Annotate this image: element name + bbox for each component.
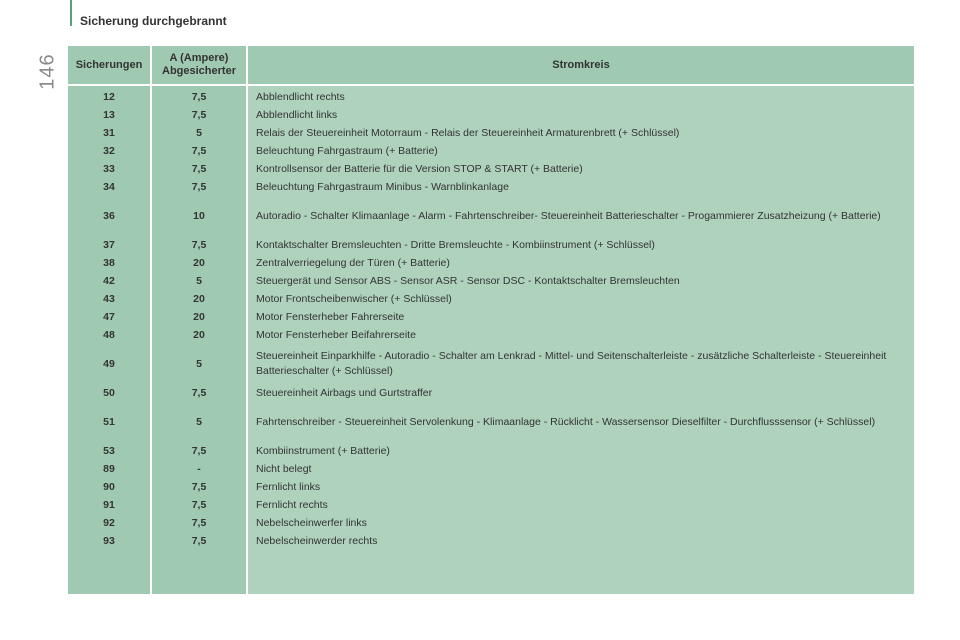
fuse-ampere: -: [197, 463, 201, 475]
table-row: [68, 106, 914, 124]
fuse-circuit: Relais der Steuereinheit Motorraum - Relais der Steuereinheit Armaturenbrett (+ Schlüssel): [256, 126, 680, 139]
fuse-circuit: Fernlicht rechts: [256, 498, 328, 511]
table-row: [68, 496, 914, 514]
fuse-circuit: Abblendlicht links: [256, 108, 338, 121]
fuse-number: 36: [103, 210, 115, 222]
fuse-ampere: 7,5: [191, 239, 207, 251]
fuse-number: 50: [103, 387, 115, 399]
fuse-number: 51: [103, 416, 115, 428]
header-circuit: Stromkreis: [552, 58, 610, 71]
fuse-ampere: 7,5: [191, 535, 207, 547]
table-row: [68, 196, 914, 236]
fuse-ampere: 7,5: [191, 181, 207, 193]
fuse-ampere: 5: [196, 416, 202, 428]
fuse-ampere: 20: [193, 257, 205, 269]
table-header: [68, 46, 914, 86]
fuse-number: 33: [103, 163, 115, 175]
header-ampere-line1: A (Ampere): [169, 52, 229, 64]
fuse-ampere: 5: [196, 358, 202, 370]
fuse-number: 89: [103, 463, 115, 475]
page-number: 146: [36, 53, 59, 90]
fuse-number: 49: [103, 358, 115, 370]
fuse-ampere: 20: [193, 329, 205, 341]
fuse-circuit: Zentralverriegelung der Türen (+ Batterie): [256, 256, 450, 269]
table-row: [68, 326, 914, 344]
fuse-number: 32: [103, 145, 115, 157]
fuse-circuit: Motor Fensterheber Fahrerseite: [256, 310, 405, 323]
table-row: [68, 532, 914, 550]
table-body: [68, 86, 914, 550]
fuse-ampere: 5: [196, 127, 202, 139]
fuse-number: 48: [103, 329, 115, 341]
fuse-circuit: Steuereinheit Airbags und Gurtstraffer: [256, 386, 433, 399]
fuse-ampere: 7,5: [191, 387, 207, 399]
fuse-number: 34: [103, 181, 115, 193]
table-row: [68, 178, 914, 196]
fuse-circuit: Nebelscheinwerfer links: [256, 516, 367, 529]
table-row: [68, 478, 914, 496]
table-row: [68, 344, 914, 384]
fuse-circuit: Abblendlicht rechts: [256, 90, 345, 103]
table-row: [68, 384, 914, 402]
fuse-circuit: Kombiinstrument (+ Batterie): [256, 444, 390, 457]
table-row: [68, 308, 914, 326]
table-row: [68, 160, 914, 178]
table-row: [68, 236, 914, 254]
fuse-circuit: Beleuchtung Fahrgastraum Minibus - Warnblinkanlage: [256, 180, 509, 193]
fuse-circuit: Nebelscheinwerder rechts: [256, 534, 378, 547]
fuse-circuit: Fernlicht links: [256, 480, 321, 493]
table-row: [68, 402, 914, 442]
fuse-number: 47: [103, 311, 115, 323]
fuse-ampere: 7,5: [191, 91, 207, 103]
fuse-circuit: Motor Frontscheibenwischer (+ Schlüssel): [256, 292, 452, 305]
section-accent-bar: [70, 0, 72, 26]
fuse-circuit: Steuergerät und Sensor ABS - Sensor ASR - Sensor DSC - Kontaktschalter Bremsleuchten: [256, 274, 680, 287]
fuse-number: 38: [103, 257, 115, 269]
header-ampere-line2: Abgesicherter: [162, 65, 236, 77]
table-row: [68, 460, 914, 478]
fuse-ampere: 7,5: [191, 481, 207, 493]
fuse-number: 92: [103, 517, 115, 529]
fuse-number: 37: [103, 239, 115, 251]
fuse-circuit: Fahrtenschreiber - Steuereinheit Servolenkung - Klimaanlage - Rücklicht - Wassersensor Dieselfilter - Durchflusssensor (+ Schlüssel): [256, 415, 876, 428]
table-row: [68, 272, 914, 290]
fuse-ampere: 10: [193, 210, 205, 222]
table-row: [68, 290, 914, 308]
fuse-number: 43: [103, 293, 115, 305]
table-row: [68, 124, 914, 142]
fuse-number: 42: [103, 275, 115, 287]
fuse-ampere: 7,5: [191, 145, 207, 157]
fuse-number: 93: [103, 535, 115, 547]
fuse-circuit: Autoradio - Schalter Klimaanlage - Alarm - Fahrtenschreiber- Steuereinheit Batterieschalter - Progammierer Zusatzheizung (+ Batterie): [256, 209, 881, 222]
table-row: [68, 142, 914, 160]
fuse-circuit: Beleuchtung Fahrgastraum (+ Batterie): [256, 144, 438, 157]
fuse-ampere: 7,5: [191, 517, 207, 529]
fuse-number: 12: [103, 91, 115, 103]
fuse-circuit: Steuereinheit Einparkhilfe - Autoradio - Schalter am Lenkrad - Mittel- und Seitenschalterleiste - zusätzliche Schalterleiste - Steuereinheit Batterieschalter (+ Schlüssel): [256, 350, 887, 377]
header-fuses: Sicherungen: [75, 58, 143, 71]
fuse-ampere: 5: [196, 275, 202, 287]
fuse-table: [68, 46, 914, 594]
fuse-ampere: 7,5: [191, 109, 207, 121]
fuse-ampere: 7,5: [191, 445, 207, 457]
fuse-circuit: Kontaktschalter Bremsleuchten - Dritte Bremsleuchte - Kombiinstrument (+ Schlüssel): [256, 238, 655, 251]
fuse-circuit: Nicht belegt: [256, 462, 312, 475]
fuse-ampere: 20: [193, 293, 205, 305]
fuse-number: 13: [103, 109, 115, 121]
fuse-number: 90: [103, 481, 115, 493]
fuse-ampere: 7,5: [191, 163, 207, 175]
header-ampere: [152, 46, 246, 84]
table-row: [68, 88, 914, 106]
table-row: [68, 254, 914, 272]
table-row: [68, 442, 914, 460]
section-title: Sicherung durchgebrannt: [80, 14, 227, 28]
fuse-ampere: 20: [193, 311, 205, 323]
fuse-number: 91: [103, 499, 115, 511]
fuse-ampere: 7,5: [191, 499, 207, 511]
fuse-number: 53: [103, 445, 115, 457]
fuse-circuit: Kontrollsensor der Batterie für die Version STOP & START (+ Batterie): [256, 162, 583, 175]
fuse-circuit: Motor Fensterheber Beifahrerseite: [256, 328, 416, 341]
table-row: [68, 514, 914, 532]
fuse-number: 31: [103, 127, 115, 139]
